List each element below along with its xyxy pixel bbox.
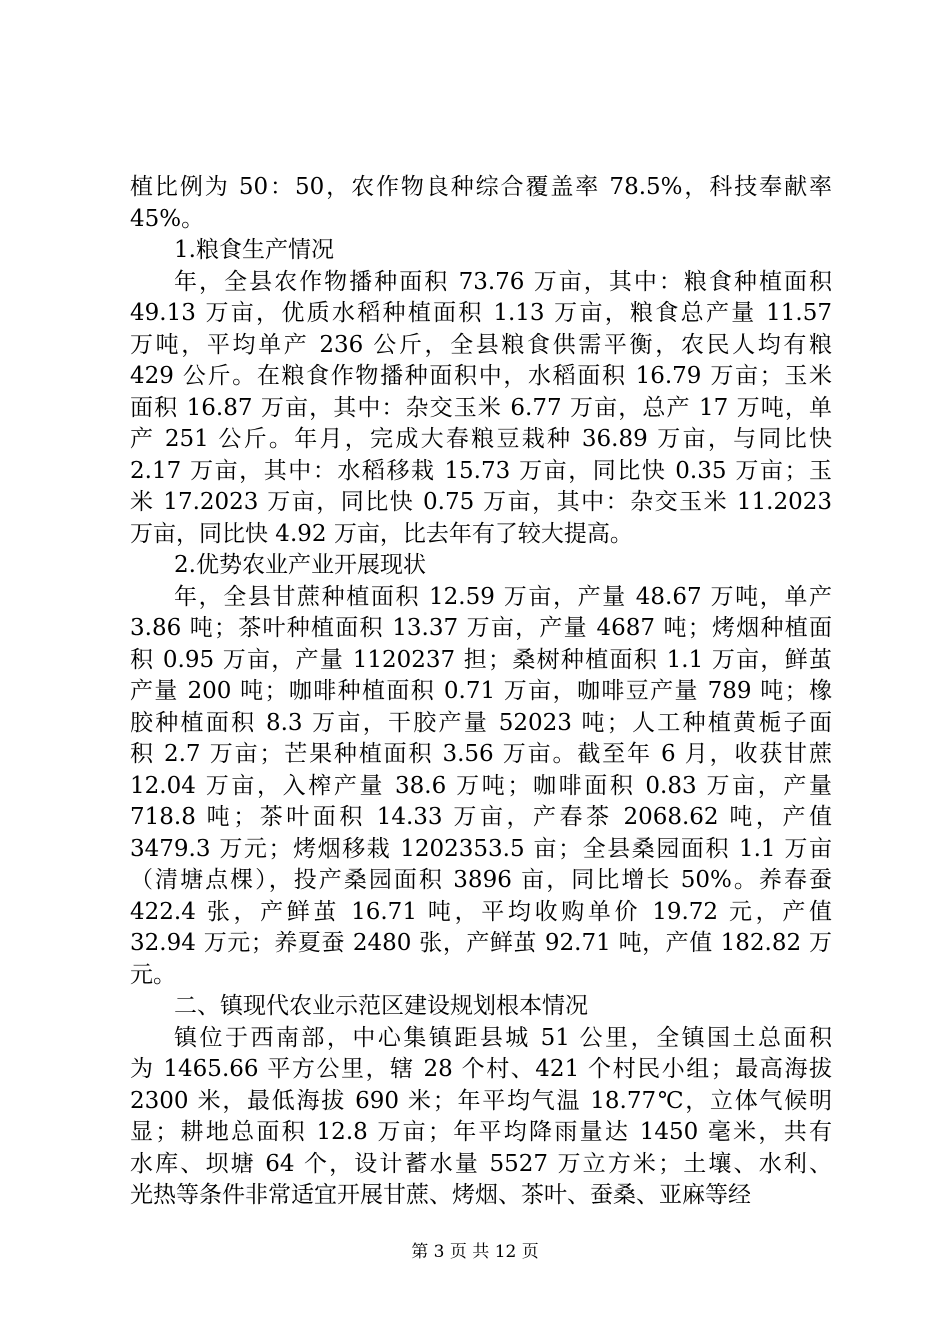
- paragraph-line: 为 1465.66 平方公里，辖 28 个村、421 个村民小组；最高海拔: [130, 1056, 832, 1082]
- paragraph-line: 2.17 万亩，其中：水稻移栽 15.73 万亩，同比快 0.35 万亩；玉: [130, 457, 832, 484]
- section-heading: 二、镇现代农业示范区建设规划根本情况: [174, 993, 588, 1019]
- paragraph-line: 32.94 万元；养夏蚕 2480 张，产鲜茧 92.71 吨，产值 182.82 万: [130, 930, 832, 956]
- paragraph-line: 年，全县甘蔗种植面积 12.59 万亩，产量 48.67 万吨，单产: [174, 583, 832, 610]
- paragraph-line: 积 0.95 万亩，产量 1120237 担；桑树种植面积 1.1 万亩，鲜茧: [130, 646, 832, 673]
- paragraph-line: 3.86 吨；茶叶种植面积 13.37 万亩，产量 4687 吨；烤烟种植面: [130, 615, 832, 641]
- paragraph-line: 万亩，同比快 4.92 万亩，比去年有了较大提高。: [130, 520, 633, 547]
- paragraph-line: 45%。: [130, 205, 205, 232]
- paragraph-line: 元。: [130, 961, 176, 988]
- paragraph-line: 水库、坝塘 64 个，设计蓄水量 5527 万立方米；土壤、水利、: [130, 1150, 832, 1177]
- paragraph-line: 胶种植面积 8.3 万亩，干胶产量 52023 吨；人工种植黄栀子面: [130, 709, 832, 736]
- paragraph-line: 产量 200 吨；咖啡种植面积 0.71 万亩，咖啡豆产量 789 吨；橡: [130, 678, 832, 704]
- section-heading: 1.粮食生产情况: [174, 237, 334, 263]
- paragraph-line: 3479.3 万元；烤烟移栽 1202353.5 亩；全县桑园面积 1.1 万亩: [130, 835, 832, 862]
- paragraph-line: 12.04 万亩，入榨产量 38.6 万吨；咖啡面积 0.83 万亩，产量: [130, 772, 832, 799]
- paragraph-line: 镇位于西南部，中心集镇距县城 51 公里，全镇国土总面积: [174, 1024, 832, 1051]
- paragraph-line: 米 17.2023 万亩，同比快 0.75 万亩，其中：杂交玉米 11.2023: [130, 489, 832, 515]
- paragraph-line: 植比例为 50：50，农作物良种综合覆盖率 78.5%，科技奉献率: [130, 174, 832, 200]
- document-body: [130, 172, 832, 1212]
- paragraph-line: 光热等条件非常适宜开展甘蔗、烤烟、茶叶、蚕桑、亚麻等经: [130, 1182, 751, 1208]
- page-footer: 第 3 页 共 12 页: [411, 1242, 539, 1262]
- paragraph-line: 显；耕地总面积 12.8 万亩；年平均降雨量达 1450 毫米，共有: [130, 1119, 832, 1145]
- paragraph-line: 429 公斤。在粮食作物播种面积中，水稻面积 16.79 万亩；玉米: [130, 363, 832, 389]
- paragraph-line: 产 251 公斤。年月，完成大春粮豆栽种 36.89 万亩，与同比快: [130, 426, 832, 452]
- paragraph-line: （清塘点棵），投产桑园面积 3896 亩，同比增长 50%。养春蚕: [130, 867, 832, 893]
- paragraph-line: 年，全县农作物播种面积 73.76 万亩，其中：粮食种植面积: [174, 268, 832, 295]
- section-heading: 2.优势农业产业开展现状: [174, 552, 426, 578]
- paragraph-line: 积 2.7 万亩；芒果种植面积 3.56 万亩。截至年 6 月，收获甘蔗: [130, 741, 832, 767]
- paragraph-line: 2300 米，最低海拔 690 米；年平均气温 18.77℃，立体气候明: [130, 1087, 832, 1114]
- paragraph-line: 718.8 吨；茶叶面积 14.33 万亩，产春茶 2068.62 吨，产值: [130, 804, 832, 830]
- paragraph-line: 面积 16.87 万亩，其中：杂交玉米 6.77 万亩，总产 17 万吨，单: [130, 394, 832, 421]
- paragraph-line: 万吨，平均单产 236 公斤，全县粮食供需平衡，农民人均有粮: [130, 331, 832, 358]
- paragraph-line: 422.4 张，产鲜茧 16.71 吨，平均收购单价 19.72 元，产值: [130, 898, 832, 925]
- paragraph-line: 49.13 万亩，优质水稻种植面积 1.13 万亩，粮食总产量 11.57: [130, 300, 832, 326]
